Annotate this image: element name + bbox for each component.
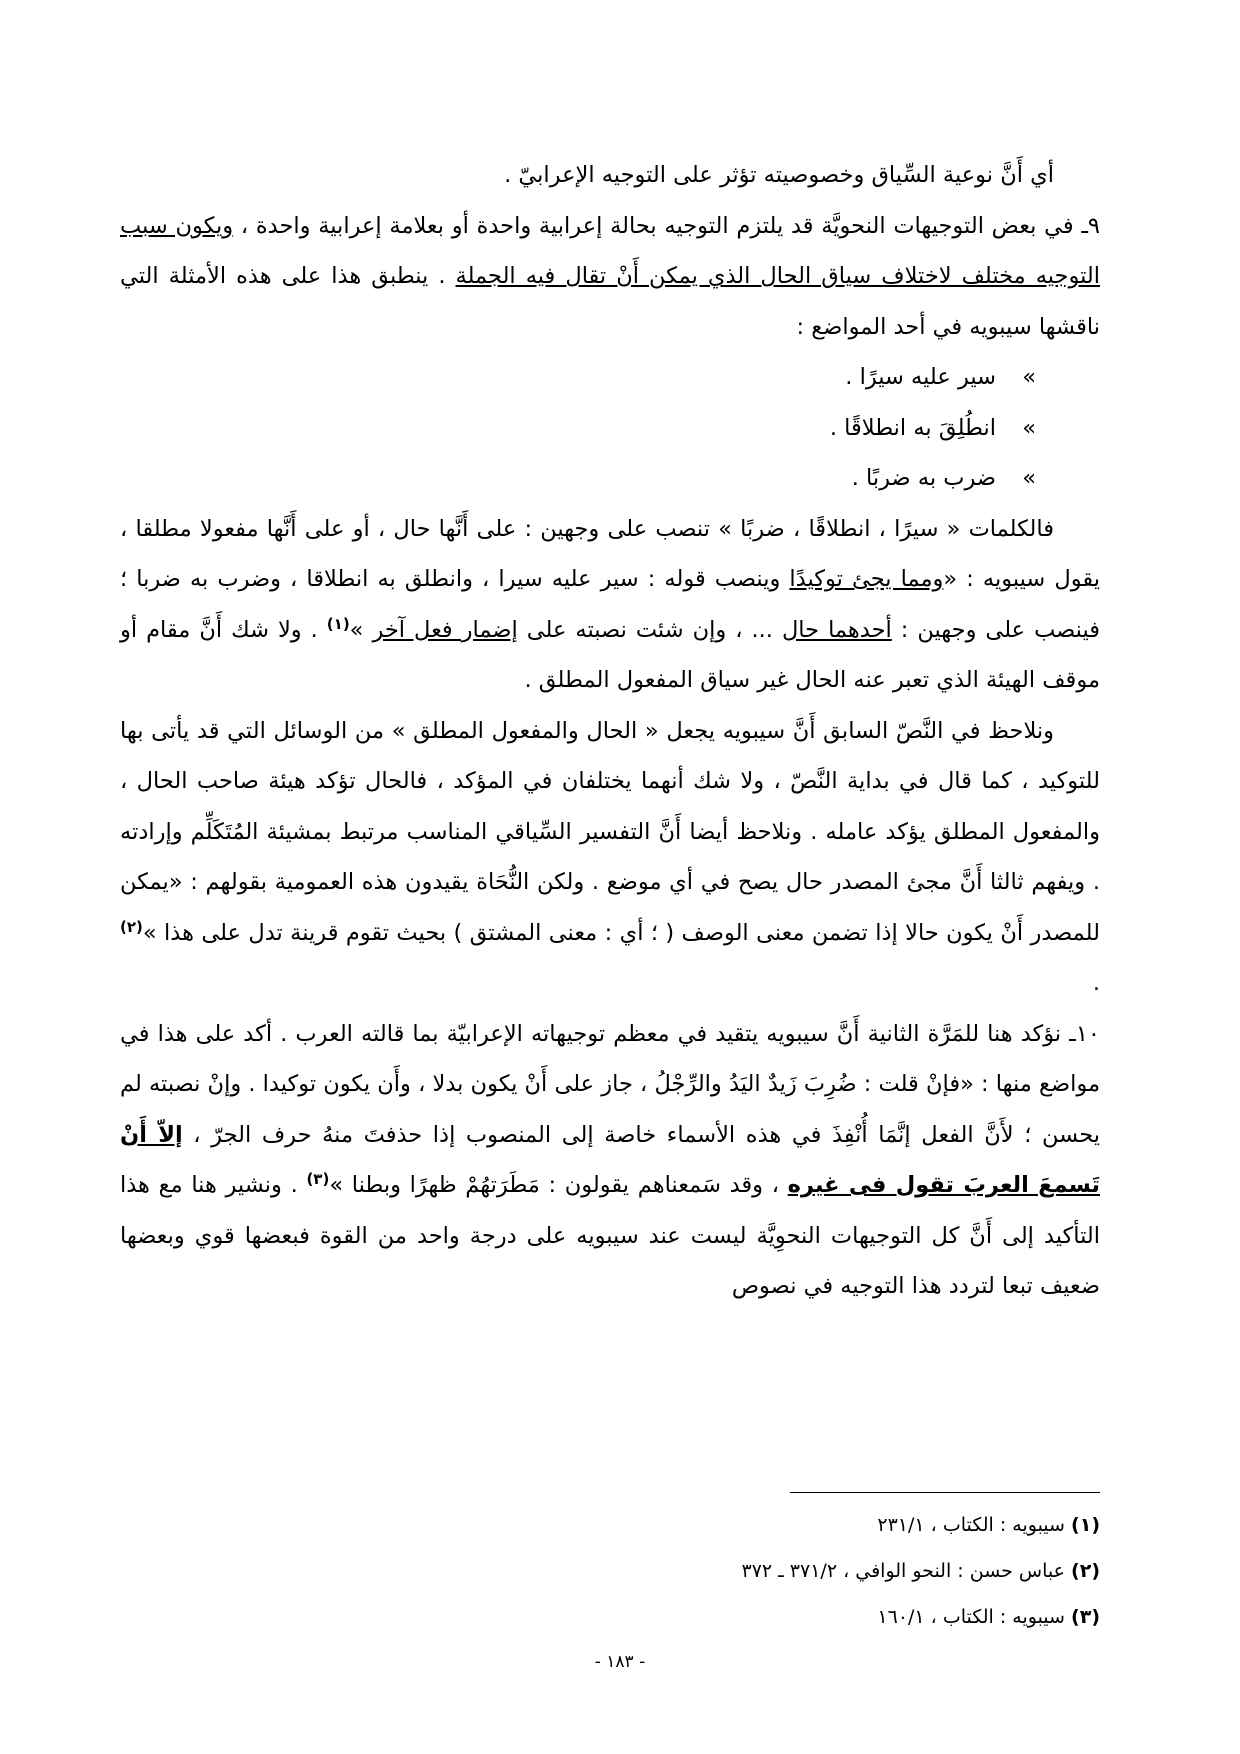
text-run: ... ، وإن شئت نصبته على [517,616,782,643]
bullet-mark: » [1022,364,1036,390]
footnote-ref-2[interactable]: (٢) [120,917,143,936]
text-run: ، وقد سَمعناهم يقولون : مَطَرَتهُمْ ظهرًا وبطنا » [329,1172,788,1198]
footnote-2 [742,1548,1100,1594]
bullet-mark: » [1022,414,1036,441]
examples-list [120,352,1100,504]
main-text [120,150,1100,1312]
underlined-phrase: أحدهما حال [781,616,892,643]
list-item [120,403,1036,454]
footnote-text: سيبويه : الكتاب ، ٢٣١/١ [877,1514,1072,1536]
text-run: فالكلمات « سيرًا ، انطلاقًا ، ضربًا » تنصب على وجهين : على أَنَّها حال ، أو على أَنَّها مفعولا مطلقا ، يقول سيبويه : « [120,515,1100,592]
footnote-text: سيبويه : الكتاب ، ١٦٠/١ [877,1606,1072,1628]
text-run: . ولا شك أَنَّ مقام أو موقف الهيئة الذي تعبر عنه الحال غير سياق المفعول المطلق . [120,616,1100,693]
text-run: . ونشير هنا مع هذا التأكيد إلى أَنَّ كل التوجيهات النحوِيَّة ليست عند سيبويه على درجة واحد من القوة فبعضها قوي وبعضها ضعيف تبعا لتردد هذا التوجيه في نصوص [120,1172,1100,1299]
footnotes [742,1502,1100,1640]
footnote-number: (١) [1071,1514,1100,1536]
example-text: سير عليه سيرًا . [845,364,996,390]
bold-underlined-phrase: إلاّ أَنْ تَسمعَ العربَ تقول فى غيره [120,1121,1100,1198]
text-run: وينصب قوله : سير عليه سيرا ، وانطلق به انطلاقا ، وضرب به ضربا ؛ فينصب على وجهين : [120,566,1101,643]
page-number: - ١٨٣ - [594,1652,646,1672]
words-paragraph [120,504,1100,706]
text-run: ونلاحظ في النَّصّ السابق أَنَّ سيبويه يجعل « الحال والمفعول المطلق » من الوسائل التي قد يأتى بها للتوكيد ، كما قال في بداية النَّصّ ، ولا شك أنهما يختلفان في المؤكد ، فالحال تؤكد هيئة صاحب الحال ، والمفعول المطلق يؤكد عامله . ونلاحظ أيضا أَنَّ التفسير السِّياقي المناسب مرتبط بمشيئة المُتَكَلِّم وإرادته . ويفهم ثالثا أَنَّ مجئ المصدر حال يصح في أي موضع . ولكن النُّحَاة يقيدون هذه العمومية بقولهم : «يمكن للمصدر أَنْ يكون حالا إذا تضمن معنى الوصف ( ؛ أي : معنى المشتق ) بحيث تقوم قرينة تدل على هذا » [120,717,1100,946]
footnote-ref-3[interactable]: (٣) [306,1169,330,1188]
example-text: ضرب به ضربًا . [851,465,996,491]
item-10-number: ١٠ـ [1069,1020,1100,1047]
footnote-number: (٣) [1071,1606,1100,1628]
text-run: نؤكد هنا للمَرَّة الثانية أَنَّ سيبويه يتقيد في معظم توجيهاته الإعرابيّة بما قالته العرب . أكد على هذا في مواضع منها : «فإنْ قلت : ضُرِبَ زَيدٌ اليَدُ والرِّجْلُ ، جاز على أَنْ يكون بدلا ، وأَن يكون توكيدا . وإنْ نصبته لم يحسن ؛ لأَنَّ الفعل إنَّمَا أُنْفِذَ في هذه الأسماء خاصة إلى المنصوب إذا حذفتَ منهُ حرف الجرّ ، [120,1020,1101,1148]
footnote-ref-1[interactable]: (١) [326,614,350,633]
bullet-mark: » [1022,465,1036,491]
footnote-divider [790,1492,1100,1493]
item-9-text-after: . ينطبق هذا على هذه الأمثلة التي ناقشها سيبويه في أحد المواضع : [120,263,1100,340]
underlined-phrase: إضمار فعل آخر [372,616,518,643]
list-item [120,352,1036,403]
item-9-text-before: في بعض التوجيهات النحويَّة قد يلتزم التوجيه بحالة إعرابية واحدة أو بعلامة إعرابية واحدة ، [233,212,1074,239]
item-9-paragraph [120,201,1100,353]
footnote-number: (٢) [1071,1560,1100,1582]
text-run: . [1092,970,1100,996]
example-text: انطُلِقَ به انطلاقًا . [829,414,996,441]
intro-line: أي أَنَّ نوعية السِّياق وخصوصيته تؤثر على التوجيه الإعرابيّ . [504,162,1054,188]
item-9-underlined: ويكون سبب التوجيه مختلف لاختلاف سياق الحال الذي يمكن أَنْ تقال فيه الجملة [120,212,1100,289]
notice-paragraph [120,706,1100,1009]
text-run: » [349,616,373,643]
list-item [120,453,1036,504]
item-10-paragraph [120,1009,1100,1312]
footnote-3 [742,1594,1100,1640]
underlined-phrase: ومما يجئ توكيدًا [789,566,944,592]
footnote-text: عباس حسن : النحو الوافي ، ٣٧١/٢ ـ ٣٧٢ [741,1560,1072,1582]
item-9-number: ٩ـ [1081,212,1101,239]
footnote-1 [742,1502,1100,1548]
